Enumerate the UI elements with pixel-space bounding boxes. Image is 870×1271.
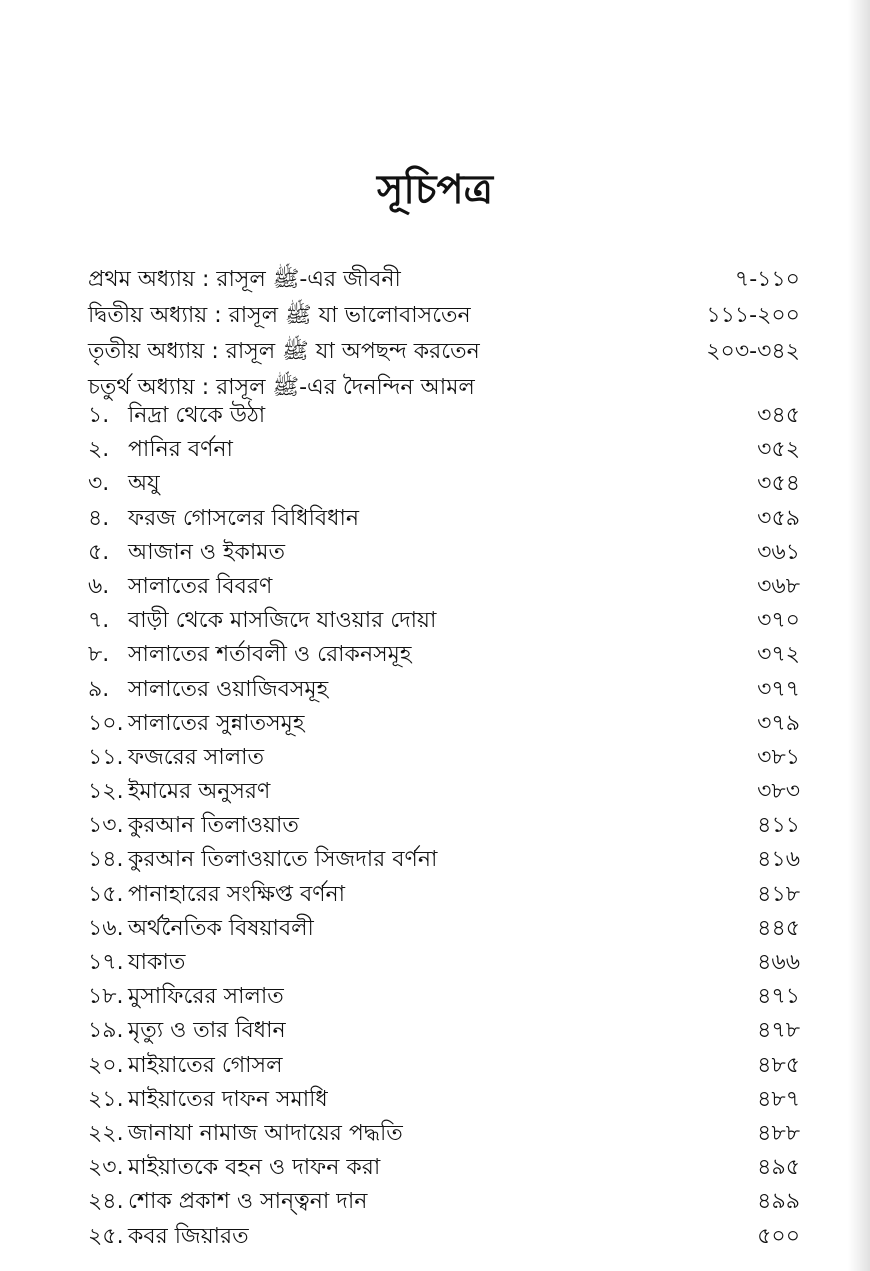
item-page: ৪৭৮ <box>757 1018 800 1044</box>
item-number: ২৩. <box>88 1155 124 1181</box>
item-title: অযু <box>128 471 160 497</box>
chapter-pages: ১১১-২০০ <box>706 303 800 328</box>
item-title: সালাতের বিবরণ <box>128 573 273 599</box>
list-item <box>88 1150 800 1184</box>
item-title: কুরআন তিলাওয়াতে সিজদার বর্ণনা <box>128 847 438 873</box>
item-title: সালাতের ওয়াজিবসমূহ <box>128 676 329 702</box>
item-title: নিদ্রা থেকে উঠা <box>128 403 266 428</box>
item-number: ১০. <box>88 710 124 736</box>
contents-list <box>88 398 800 1253</box>
item-number: ২০. <box>88 1052 124 1078</box>
item-page: ৩৭৯ <box>757 710 800 736</box>
list-item <box>88 432 800 466</box>
item-number: ১৭. <box>88 950 124 975</box>
item-page: ৪১৮ <box>757 881 800 907</box>
list-item <box>88 501 800 535</box>
chapter-label: তৃতীয় অধ্যায় : রাসূল ﷺ যা অপছন্দ করতেন <box>88 339 480 364</box>
list-item <box>88 911 800 945</box>
item-page: ৩৫২ <box>757 437 800 463</box>
chapter-row <box>88 262 800 298</box>
item-title: কবর জিয়ারত <box>128 1223 249 1249</box>
item-page: ৪৭১ <box>757 984 800 1010</box>
item-number: ২২. <box>88 1120 124 1146</box>
item-title: যাকাত <box>128 950 186 975</box>
chapter-pages: ৭-১১০ <box>734 267 800 292</box>
item-title: পানির বর্ণনা <box>128 437 233 463</box>
list-item <box>88 466 800 500</box>
chapter-row <box>88 298 800 334</box>
item-number: ২১. <box>88 1086 124 1112</box>
item-number: ৭. <box>88 608 110 634</box>
item-number: ১১. <box>88 744 124 770</box>
item-page: ৪৯৯ <box>757 1189 800 1215</box>
item-title: মাইয়াতের গোসল <box>128 1052 283 1078</box>
item-title: আজান ও ইকামত <box>128 539 285 565</box>
item-page: ৩৭৭ <box>757 676 800 702</box>
page-title: সূচিপত্র <box>377 166 493 213</box>
item-title: মাইয়াতকে বহন ও দাফন করা <box>128 1155 381 1181</box>
item-number: ২. <box>88 437 110 463</box>
list-item <box>88 1184 800 1218</box>
item-title: মৃত্যু ও তার বিধান <box>128 1018 286 1044</box>
item-page: ৪৮৭ <box>757 1086 800 1112</box>
item-number: ৩. <box>88 471 110 497</box>
item-page: ৩৬৮ <box>757 573 800 599</box>
item-title: সালাতের শর্তাবলী ও রোকনসমূহ <box>128 642 412 668</box>
item-title: জানাযা নামাজ আদায়ের পদ্ধতি <box>128 1120 403 1146</box>
list-item <box>88 1116 800 1150</box>
item-page: ৩৫৪ <box>757 471 800 497</box>
item-number: ৪. <box>88 505 110 531</box>
list-item <box>88 706 800 740</box>
item-title: মুসাফিরের সালাত <box>128 984 284 1010</box>
chapter-pages: ২০৩-৩৪২ <box>706 339 800 364</box>
item-number: ১. <box>88 403 110 428</box>
item-number: ১৬. <box>88 915 124 941</box>
item-number: ২৫. <box>88 1223 124 1249</box>
list-item <box>88 1082 800 1116</box>
item-page: ৪৮৮ <box>757 1120 800 1146</box>
list-item <box>88 774 800 808</box>
chapter-row <box>88 334 800 370</box>
item-number: ৫. <box>88 539 110 565</box>
list-item <box>88 398 800 432</box>
item-page: ৪৯৫ <box>757 1155 800 1181</box>
item-number: ১৮. <box>88 984 124 1010</box>
list-item <box>88 535 800 569</box>
item-title: ফজরের সালাত <box>128 744 264 770</box>
item-title: পানাহারের সংক্ষিপ্ত বর্ণনা <box>128 881 346 907</box>
item-title: সালাতের সুন্নাতসমূহ <box>128 710 305 736</box>
item-page: ৫০০ <box>757 1223 800 1249</box>
list-item <box>88 603 800 637</box>
item-number: ৮. <box>88 642 110 668</box>
item-page: ৩৭২ <box>757 642 800 668</box>
chapter-label: চতুর্থ অধ্যায় : রাসূল ﷺ-এর দৈনন্দিন আমল <box>88 375 475 400</box>
list-item <box>88 672 800 706</box>
item-title: ফরজ গোসলের বিধিবিধান <box>128 505 359 531</box>
list-item <box>88 1048 800 1082</box>
item-page: ৩৭০ <box>757 608 800 634</box>
item-number: ১৪. <box>88 847 124 873</box>
item-title: শোক প্রকাশ ও সান্ত্বনা দান <box>128 1189 368 1215</box>
item-page: ৩৬১ <box>757 539 800 565</box>
item-page: ৪৪৫ <box>757 915 800 941</box>
item-number: ৬. <box>88 573 110 599</box>
item-title: মাইয়াতের দাফন সমাধি <box>128 1086 328 1112</box>
item-title: বাড়ী থেকে মাসজিদে যাওয়ার দোয়া <box>128 608 437 634</box>
item-number: ১৯. <box>88 1018 124 1044</box>
list-item <box>88 740 800 774</box>
item-page: ৪৬৬ <box>757 950 800 975</box>
item-number: ৯. <box>88 676 110 702</box>
item-number: ১৫. <box>88 881 124 907</box>
item-page: ৪১৬ <box>757 847 800 873</box>
list-item <box>88 945 800 979</box>
list-item <box>88 979 800 1013</box>
chapter-label: প্রথম অধ্যায় : রাসূল ﷺ-এর জীবনী <box>88 267 401 292</box>
item-page: ৩৫৯ <box>757 505 800 531</box>
item-number: ১৩. <box>88 813 124 839</box>
list-item <box>88 842 800 876</box>
item-title: কুরআন তিলাওয়াত <box>128 813 299 839</box>
item-number: ১২. <box>88 779 124 805</box>
item-number: ২৪. <box>88 1189 124 1215</box>
chapter-list <box>88 262 800 406</box>
item-page: ৪১১ <box>757 813 800 839</box>
list-item <box>88 1013 800 1047</box>
list-item <box>88 808 800 842</box>
chapter-label: দ্বিতীয় অধ্যায় : রাসূল ﷺ যা ভালোবাসতেন <box>88 303 471 328</box>
item-page: ৩৪৫ <box>757 403 800 428</box>
item-title: অর্থনৈতিক বিষয়াবলী <box>128 915 314 941</box>
item-title: ইমামের অনুসরণ <box>128 779 271 805</box>
item-page: ৩৮১ <box>757 744 800 770</box>
list-item <box>88 637 800 671</box>
list-item <box>88 569 800 603</box>
item-page: ৪৮৫ <box>757 1052 800 1078</box>
item-page: ৩৮৩ <box>757 779 800 805</box>
list-item <box>88 877 800 911</box>
list-item <box>88 1219 800 1253</box>
